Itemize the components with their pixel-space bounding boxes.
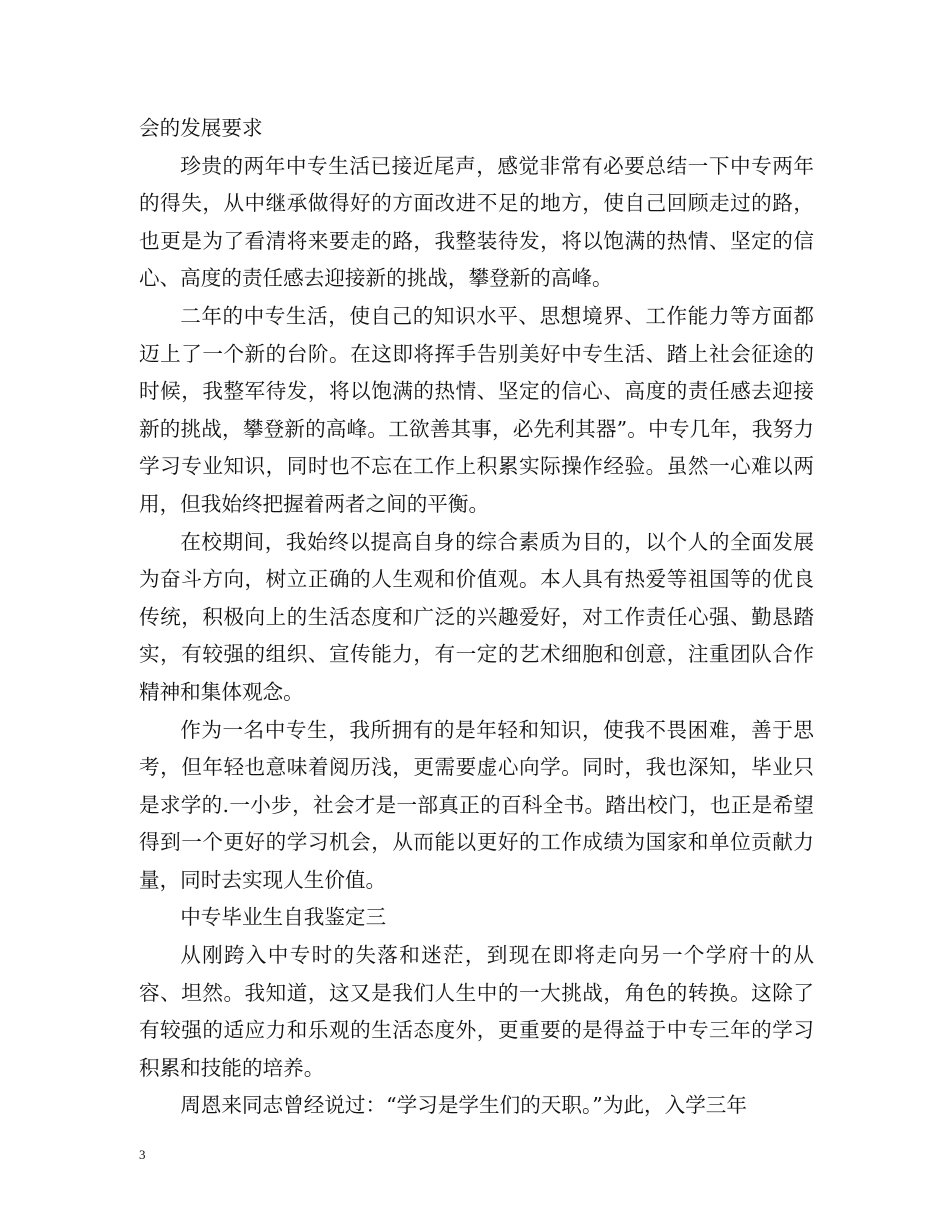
section-heading: 中专毕业生自我鉴定三 — [180, 905, 387, 930]
paragraph: 在校期间，我始终以提高自身的综合素质为目的，以个人的全面发展为奋斗方向，树立正确的人生观和价值观。本人具有热爱等祖国等的优良传统，积极向上的生活态度和广泛的兴趣爱好，对工作责任心强、勤恳踏实，有较强的组织、宣传能力，有一定的艺术细胞和创意，注重团队合作精神和集体观念。 — [139, 529, 814, 704]
paragraph: 周恩来同志曾经说过：“学习是学生们的天职。”为此，入学三年 — [180, 1093, 747, 1118]
body-text — [139, 110, 814, 1125]
paragraph: 珍贵的两年中专生活已接近尾声，感觉非常有必要总结一下中专两年的得失，从中继承做得好的方面改进不足的地方，使自己回顾走过的路，也更是为了看清将来要走的路，我整装待发，将以饱满的热情、坚定的信心、高度的责任感去迎接新的挑战，攀登新的高峰。 — [139, 153, 814, 291]
page-number: 3 — [139, 1147, 146, 1162]
paragraph: 从刚跨入中专时的失落和迷茫，到现在即将走向另一个学府十的从容、坦然。我知道，这又是我们人生中的一大挑战，角色的转换。这除了有较强的适应力和乐观的生活态度外，更重要的是得益于中专三年的学习积累和技能的培养。 — [139, 943, 814, 1080]
paragraph: 作为一名中专生，我所拥有的是年轻和知识，使我不畏困难，善于思考，但年轻也意味着阅历浅，更需要虚心向学。同时，我也深知，毕业只是求学的.一小步，社会才是一部真正的百科全书。踏出校门，也正是希望得到一个更好的学习机会，从而能以更好的工作成绩为国家和单位贡献力量，同时去实现人生价值。 — [139, 717, 814, 892]
paragraph-continuation: 会的发展要求 — [139, 116, 263, 140]
paragraph: 二年的中专生活，使自己的知识水平、思想境界、工作能力等方面都迈上了一个新的台阶。在这即将挥手告别美好中专生活、踏上社会征途的时候，我整军待发，将以饱满的热情、坚定的信心、高度的责任感去迎接新的挑战，攀登新的高峰。工欲善其事，必先利其器”。中专几年，我努力学习专业知识，同时也不忘在工作上积累实际操作经验。虽然一心难以两用，但我始终把握着两者之间的平衡。 — [139, 303, 814, 516]
